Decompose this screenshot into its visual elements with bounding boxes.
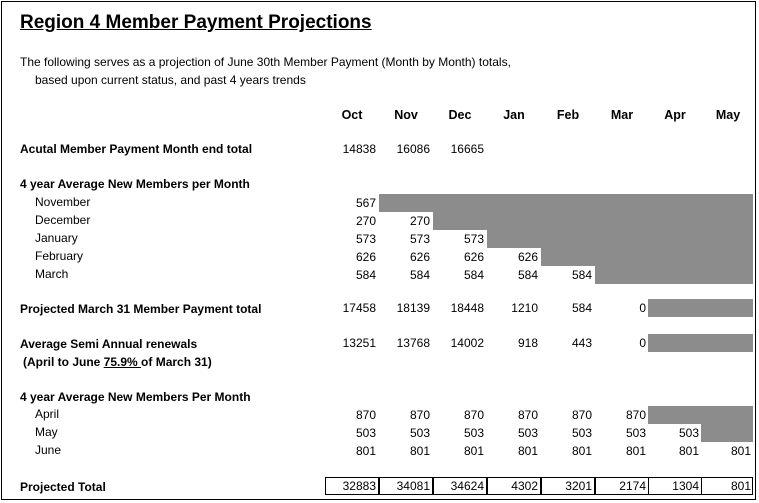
shaded-cells [487, 230, 753, 248]
avg-new-row-2 [2, 406, 756, 424]
projected-total-label: Projected Total [20, 480, 106, 494]
value-cell-apr: 1304 [672, 479, 699, 493]
page-title: Region 4 Member Payment Projections [20, 12, 372, 33]
semi-annual-label: Average Semi Annual renewals [20, 337, 198, 351]
value-cell-nov: 16086 [396, 142, 430, 156]
shaded-cells [648, 334, 753, 352]
avg-new-members-2-label: 4 year Average New Members Per Month [20, 390, 251, 404]
value-cell-dec: 14002 [450, 336, 484, 350]
month-header-apr: Apr [664, 108, 686, 122]
value-cell-feb: 503 [571, 426, 592, 440]
value-cell-oct: 584 [355, 268, 376, 282]
value-cell-jan: 801 [517, 444, 538, 458]
value-cell-feb: 870 [571, 408, 592, 422]
value-cell-mar: 870 [625, 408, 646, 422]
value-cell-jan: 918 [517, 336, 538, 350]
value-cell-oct: 17458 [342, 301, 376, 315]
value-cell-may: 801 [730, 479, 751, 493]
avg-new-row [2, 212, 756, 230]
avg-new-row [2, 194, 756, 212]
value-cell-oct: 801 [355, 444, 376, 458]
shaded-cells [379, 194, 753, 212]
renewal-percentage: 75.9% [103, 355, 142, 369]
avg-new-members-label: 4 year Average New Members per Month [20, 177, 250, 191]
sublabel-suffix: of March 31) [141, 355, 212, 369]
month-header-may: May [715, 108, 741, 122]
value-cell-mar: 0 [639, 336, 646, 350]
value-cell-nov: 270 [409, 214, 430, 228]
value-cell-dec: 16665 [450, 142, 484, 156]
month-row-label: January [35, 231, 78, 245]
value-cell-dec: 18448 [450, 301, 484, 315]
value-cell-apr: 503 [678, 426, 699, 440]
semi-annual-row [2, 334, 756, 352]
value-cell-oct: 626 [355, 250, 376, 264]
value-cell-nov: 626 [409, 250, 430, 264]
value-cell-mar: 503 [625, 426, 646, 440]
month-header-dec: Dec [448, 108, 472, 122]
month-row-label: November [35, 195, 91, 209]
value-cell-oct: 503 [355, 426, 376, 440]
value-cell-oct: 13251 [342, 336, 376, 350]
value-cell-nov: 13768 [396, 336, 430, 350]
value-cell-oct: 270 [355, 214, 376, 228]
value-cell-oct: 32883 [342, 479, 376, 493]
month-row-label: June [35, 443, 62, 457]
value-cell-dec: 801 [463, 444, 484, 458]
value-cell-dec: 870 [463, 408, 484, 422]
avg-new-row [2, 248, 756, 266]
month-row-label: April [35, 407, 60, 421]
avg-new-row [2, 266, 756, 284]
spreadsheet-frame [1, 1, 756, 500]
value-cell-feb: 584 [571, 301, 592, 315]
value-cell-nov: 870 [409, 408, 430, 422]
month-row-label: May [35, 425, 58, 439]
sublabel-prefix: (April to June [23, 355, 104, 369]
value-cell-nov: 573 [409, 232, 430, 246]
value-cell-feb: 3201 [565, 479, 592, 493]
avg-new-row [2, 230, 756, 248]
value-cell-nov: 503 [409, 426, 430, 440]
value-cell-mar: 0 [639, 301, 646, 315]
intro-line-1: The following serves as a projection of June 30th Member Payment (Month by Month) totals, [20, 55, 511, 69]
projected-march-label: Projected March 31 Member Payment total [20, 302, 262, 316]
month-header-feb: Feb [556, 108, 580, 122]
actual-total-label: Acutal Member Payment Month end total [20, 142, 253, 156]
value-cell-nov: 34081 [396, 479, 430, 493]
projected-total-row [2, 477, 756, 495]
value-cell-jan: 870 [517, 408, 538, 422]
value-cell-apr: 801 [678, 444, 699, 458]
value-cell-dec: 584 [463, 268, 484, 282]
month-header-jan: Jan [503, 108, 525, 122]
shaded-cells [433, 212, 753, 230]
value-cell-oct: 567 [355, 196, 376, 210]
avg-new-row-2 [2, 442, 756, 460]
shaded-cells [701, 424, 753, 442]
actual-total-row [2, 140, 756, 158]
value-cell-may: 801 [730, 444, 751, 458]
value-cell-mar: 2174 [619, 479, 646, 493]
value-cell-feb: 443 [571, 336, 592, 350]
shaded-cells [648, 406, 753, 424]
month-row-label: March [35, 267, 69, 281]
value-cell-dec: 626 [463, 250, 484, 264]
month-row-label: December [35, 213, 91, 227]
value-cell-jan: 4302 [511, 479, 538, 493]
value-cell-jan: 626 [517, 250, 538, 264]
avg-new-row-2 [2, 424, 756, 442]
intro-line-2: based upon current status, and past 4 years trends [35, 73, 306, 87]
value-cell-dec: 573 [463, 232, 484, 246]
value-cell-oct: 573 [355, 232, 376, 246]
value-cell-oct: 870 [355, 408, 376, 422]
value-cell-dec: 503 [463, 426, 484, 440]
value-cell-nov: 584 [409, 268, 430, 282]
projected-march-row [2, 299, 756, 317]
month-header-oct: Oct [341, 108, 363, 122]
value-cell-feb: 584 [571, 268, 592, 282]
value-cell-jan: 503 [517, 426, 538, 440]
shaded-cells [648, 299, 753, 317]
value-cell-feb: 801 [571, 444, 592, 458]
value-cell-jan: 584 [517, 268, 538, 282]
shaded-cells [541, 248, 753, 266]
value-cell-nov: 801 [409, 444, 430, 458]
month-row-label: February [35, 249, 84, 263]
month-header-mar: Mar [610, 108, 634, 122]
value-cell-nov: 18139 [396, 301, 430, 315]
value-cell-dec: 34624 [450, 479, 484, 493]
shaded-cells [595, 266, 753, 284]
semi-annual-sublabel [23, 355, 212, 369]
month-header-nov: Nov [394, 108, 418, 122]
value-cell-oct: 14838 [342, 142, 376, 156]
value-cell-jan: 1210 [511, 301, 538, 315]
value-cell-mar: 801 [625, 444, 646, 458]
